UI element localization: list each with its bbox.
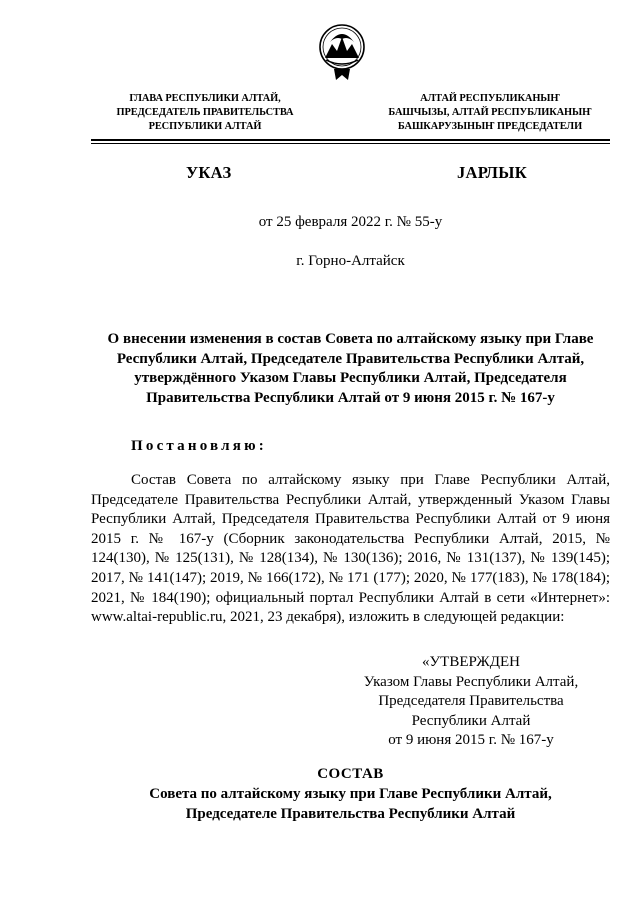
approved-line: «УТВЕРЖДЕН <box>422 654 520 670</box>
sostav-line: Председателе Правительства Республики Алтай <box>185 805 516 822</box>
header-right-title <box>360 92 620 134</box>
header-divider-thick <box>91 139 610 141</box>
header-right-line: БАШЧЫЗЫ, АЛТАЙ РЕСПУБЛИКАНЫҤ <box>388 107 592 118</box>
header-right-line: АЛТАЙ РЕСПУБЛИКАНЫҤ <box>420 93 560 104</box>
heading-line: утверждённого Указом Главы Республики Алтай, Председателя <box>134 370 567 387</box>
heading-line: Правительства Республики Алтай от 9 июня 2015 г. № 167-у <box>146 389 555 406</box>
doc-type-jarlyk: JАРЛЫК <box>457 163 528 182</box>
sostav-subtitle <box>91 785 610 824</box>
sostav-title: СОСТАВ <box>317 766 384 782</box>
heading-line: Республики Алтай, Председателе Правительства Республики Алтай, <box>116 350 585 367</box>
postanovlyayu-label: Постановляю: <box>131 438 267 454</box>
decree-city: г. Горно-Алтайск <box>296 253 405 269</box>
decree-heading <box>91 330 610 408</box>
header-left-line: РЕСПУБЛИКИ АЛТАЙ <box>148 121 262 132</box>
header-left-title <box>80 92 330 134</box>
heading-line: О внесении изменения в состав Совета по алтайскому языку при Главе <box>107 331 594 347</box>
approved-line: Республики Алтай <box>411 712 531 729</box>
approved-line: Председателя Правительства <box>378 693 564 710</box>
body-paragraph: Состав Совета по алтайскому языку при Главе Республики Алтай, Председателе Правительства Республики Алтай, утвержденный Указом Главы Республики Алтай, Председателя Правительства Республики Алтай от 9 июня 2015 г. № 167-у (Сборник законодательства Республики Алтай, 2015, № 124(130), № 125(131), № 128(134), № 130(136); 2016, № 131(137), № 139(145); 2017, № 141(147); 2019, № 166(172), № 171 (177); 2020, № 177(183), № 178(184); 2021, № 184(190); официальный портал Республики Алтай в сети «Интернет»: www.altai-republic.ru, 2021, 23 декабря), изложить в следующей редакции: <box>91 472 610 626</box>
decree-date-number: от 25 февраля 2022 г. № 55-у <box>258 214 443 230</box>
header-right-line: БАШКАРУЗЫНЫҤ ПРЕДСЕДАТЕЛИ <box>397 121 583 132</box>
header-divider-thin <box>91 143 610 144</box>
approved-stamp-block <box>362 653 580 751</box>
header-left-line: ПРЕДСЕДАТЕЛЬ ПРАВИТЕЛЬСТВА <box>116 107 294 118</box>
approved-line: от 9 июня 2015 г. № 167-у <box>388 732 554 749</box>
doc-type-ukaz: УКАЗ <box>186 163 232 182</box>
approved-line: Указом Главы Республики Алтай, <box>363 673 579 690</box>
header-left-line: ГЛАВА РЕСПУБЛИКИ АЛТАЙ, <box>129 93 281 104</box>
altai-emblem <box>318 22 366 84</box>
sostav-line: Совета по алтайскому языку при Главе Республики Алтай, <box>149 786 552 802</box>
